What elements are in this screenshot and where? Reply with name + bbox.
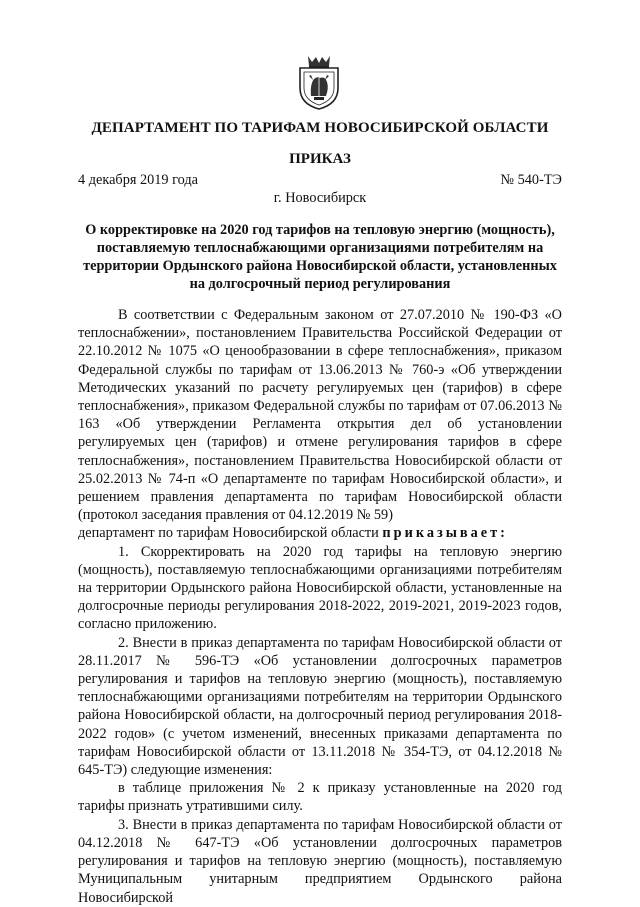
document-type: ПРИКАЗ: [289, 151, 351, 167]
item-3-paragraph: 3. Внести в приказ департамента по тарифам Новосибирской области от 04.12.2018 № 647-ТЭ «Об установлении долгосрочных параметров регулирования и тарифов на тепловую энергию (мощность), поставляемую Муниципальным унитарным предприятием Ордынского района Новосибирской: [78, 816, 562, 906]
preamble-paragraph: В соответствии с Федеральным законом от 27.07.2010 № 190-ФЗ «О теплоснабжении», постановлением Правительства Российской Федерации от 22.10.2012 № 1075 «О ценообразовании в сфере теплоснабжения», приказом Федеральной службы по тарифам от 13.06.2013 № 760-э «Об утверждении Методических указаний по расчету регулируемых цен (тарифов) в сфере теплоснабжения», приказом Федеральной службы по тарифам от 07.06.2013 № 163 «Об утверждении Регламента открытия дел об установлении регулируемых цен (тарифов) и отмене регулирования тарифов в сфере теплоснабжения», постановлением Правительства Новосибирской области от 25.02.2013 № 74-п «О департаменте по тарифам Новосибирской области», и решением правления департамента по тарифам Новосибирской области (протокол заседания правления от 04.12.2019 № 59): [78, 307, 562, 524]
order-intro-paragraph: [78, 524, 562, 542]
order-intro-text: департамент по тарифам Новосибирской области: [78, 525, 383, 542]
document-subject: О корректировке на 2020 год тарифов на тепловую энергию (мощность), поставляемую теплоснабжающими организациями потребителям на территории Ордынского района Новосибирской области, установленных на долгосрочный период регулирования: [83, 222, 557, 292]
document-number: № 540-ТЭ: [500, 172, 562, 188]
item-2-sub-paragraph: в таблице приложения № 2 к приказу установленные на 2020 год тарифы признать утратившими силу.: [78, 780, 562, 815]
document-date: 4 декабря 2019 года: [78, 172, 199, 188]
department-name: ДЕПАРТАМЕНТ ПО ТАРИФАМ НОВОСИБИРСКОЙ ОБЛАСТИ: [91, 120, 549, 136]
item-2-paragraph: 2. Внести в приказ департамента по тарифам Новосибирской области от 28.11.2017 № 596-ТЭ «Об установлении долгосрочных параметров регулирования и тарифов на тепловую энергию (мощность), поставляемую теплоснабжающими организациями потребителям на территории Ордынского района Новосибирской области, на долгосрочный период регулирования 2018-2022 годов» (с учетом изменений, внесенных приказами департамента по тарифам Новосибирской области от 13.11.2018 № 354-ТЭ, от 04.12.2018 № 645-ТЭ) следующие изменения:: [78, 634, 562, 779]
coat-of-arms-icon: [296, 54, 342, 110]
item-1-paragraph: 1. Скорректировать на 2020 год тарифы на тепловую энергию (мощность), поставляемую теплоснабжающими организациями потребителям на территории Ордынского района Новосибирской области, установленные на долгосрочные периоды регулирования 2018-2022, 2019-2021, 2019-2023 годов, согласно приложению.: [78, 543, 562, 633]
document-city: г. Новосибирск: [273, 190, 367, 206]
document-body: [78, 306, 562, 907]
order-word: приказывает:: [382, 525, 508, 542]
